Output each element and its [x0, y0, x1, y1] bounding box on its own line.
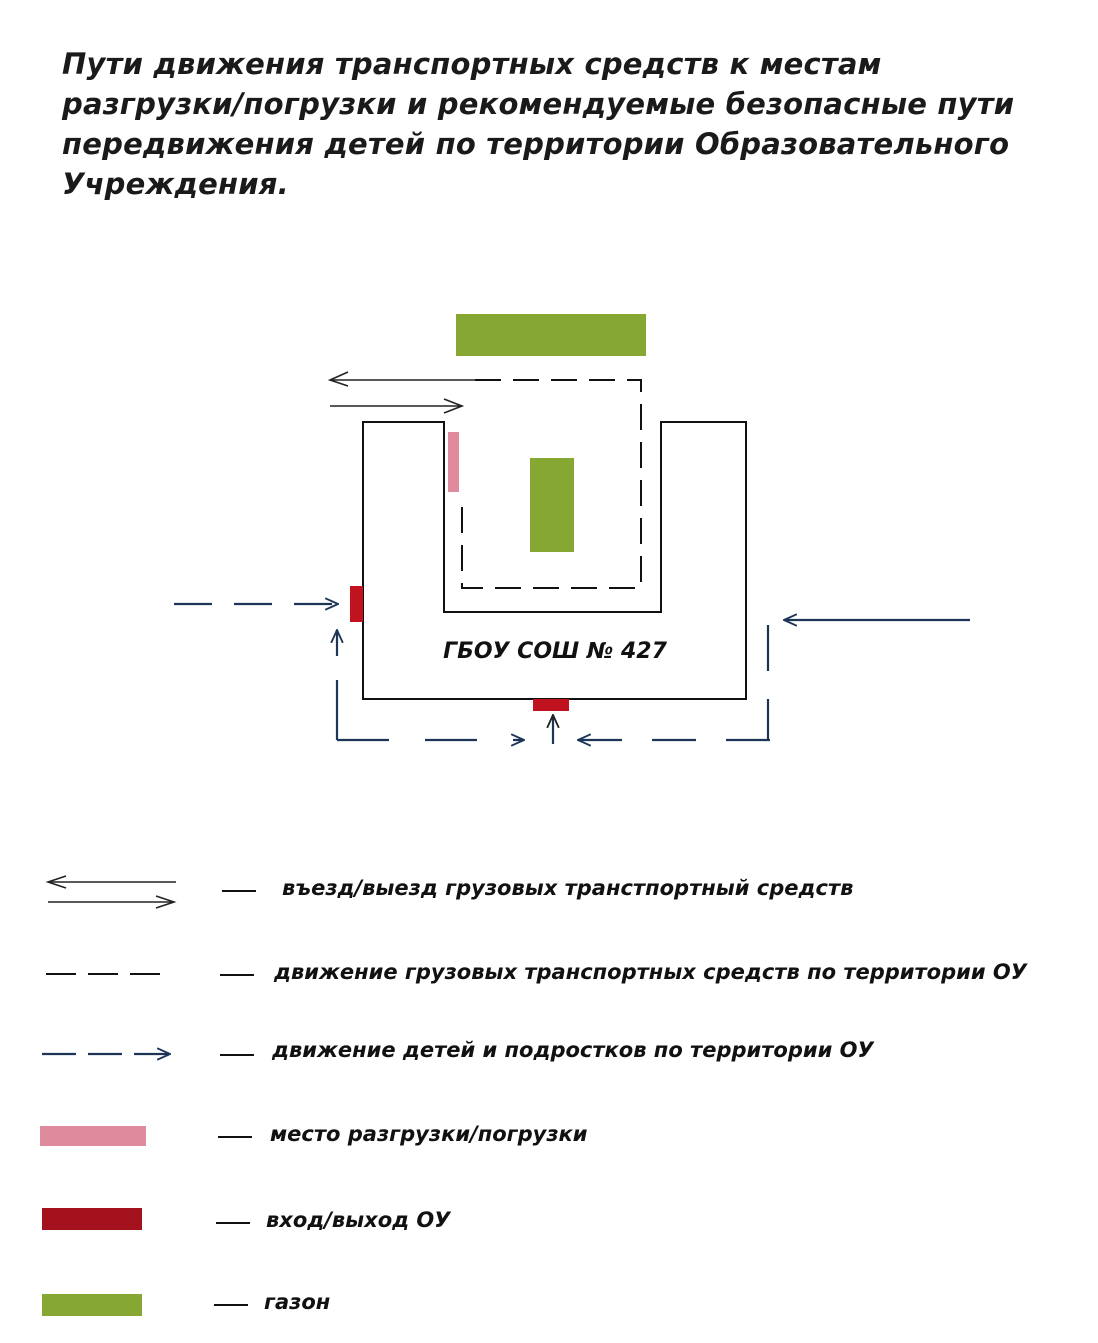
legend-text: движение детей и подростков по территории ОУ	[272, 1038, 874, 1062]
site-plan-diagram	[0, 280, 1098, 780]
legend-text: место разгрузки/погрузки	[270, 1122, 588, 1146]
title-line-4: Учреждения.	[62, 167, 289, 201]
legend-dash	[216, 1222, 250, 1224]
truck-entry-exit-arrows	[330, 372, 475, 413]
legend-item-truck-entry	[0, 868, 1098, 918]
double-arrow-icon	[0, 868, 200, 918]
legend-dash	[214, 1304, 248, 1306]
red-rect-icon	[42, 1208, 142, 1230]
legend-item-entrance	[0, 1196, 1098, 1246]
pink-rect-icon	[40, 1126, 146, 1146]
loading-zone	[448, 432, 459, 492]
page-title	[62, 44, 1042, 204]
lawn-courtyard	[530, 458, 574, 552]
green-rect-icon	[42, 1294, 142, 1316]
legend-text: газон	[264, 1290, 331, 1314]
entrance-south	[533, 699, 569, 711]
legend-text: вход/выход ОУ	[266, 1208, 451, 1232]
lawn-top	[456, 314, 646, 356]
legend-dash	[220, 974, 254, 976]
building-label: ГБОУ СОШ № 427	[443, 639, 667, 664]
title-line-2: разгрузки/погрузки и рекомендуемые безопасные пути	[62, 87, 1015, 121]
legend-text: въезд/выезд грузовых транстпортный средств	[282, 876, 854, 900]
legend-item-lawn	[0, 1282, 1098, 1332]
legend-dash	[220, 1054, 254, 1056]
title-line-3: передвижения детей по территории Образовательного	[62, 127, 1010, 161]
entrance-west	[350, 586, 363, 622]
children-paths	[174, 604, 970, 744]
title-line-1: Пути движения транспортных средств к местам	[62, 47, 882, 81]
dashed-line-icon	[0, 950, 200, 1000]
legend-item-truck-route	[0, 950, 1098, 1000]
legend-item-loading-zone	[0, 1112, 1098, 1162]
legend-dash	[222, 890, 256, 892]
legend-dash	[218, 1136, 252, 1138]
dashed-arrow-icon	[0, 1030, 200, 1080]
legend-text: движение грузовых транспортных средств по территории ОУ	[274, 960, 1027, 984]
legend-item-children-route	[0, 1030, 1098, 1080]
